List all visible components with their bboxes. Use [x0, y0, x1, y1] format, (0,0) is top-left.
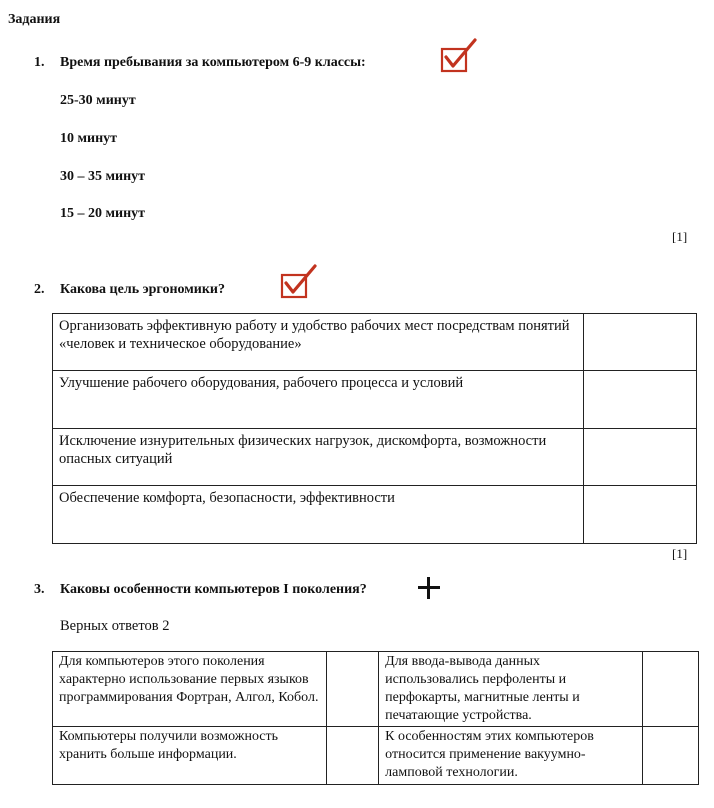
q3-option-4[interactable]: К особенностям этих компьютеров относится применение вакуумно-ламповой технологии. — [379, 727, 643, 785]
q3-answer-box-4[interactable] — [642, 727, 698, 785]
q2-text: Какова цель эргономики? — [60, 282, 225, 297]
q3-option-row — [53, 727, 699, 785]
q3-options-table — [52, 651, 699, 785]
checkmark-box-icon[interactable] — [438, 36, 478, 76]
q1-mark: [1] — [672, 229, 688, 244]
q2-answer-box-2[interactable] — [584, 371, 697, 429]
q3-option-2[interactable]: Для ввода-вывода данных использовались перфоленты и перфокарты, магнитные ленты и печатающие устройства. — [379, 652, 643, 727]
checkmark-box-icon[interactable] — [278, 262, 318, 302]
q2-option-row — [53, 371, 697, 429]
q2-options-table — [52, 313, 697, 544]
q2-option-1[interactable]: Организовать эффективную работу и удобство рабочих мест посредствам понятий «человек и техническое оборудование» — [53, 314, 584, 371]
q2-option-3[interactable]: Исключение изнурительных физических нагрузок, дискомфорта, возможности опасных ситуаций — [53, 429, 584, 486]
q2-option-row — [53, 486, 697, 544]
q3-option-1[interactable]: Для компьютеров этого поколения характерно использование первых языков программирования Фортран, Алгол, Кобол. — [53, 652, 327, 727]
q3-number: 3. — [34, 582, 45, 597]
q3-answer-box-2[interactable] — [642, 652, 698, 727]
q3-option-3[interactable]: Компьютеры получили возможность хранить больше информации. — [53, 727, 327, 785]
plus-icon — [418, 577, 440, 599]
q1-option-1[interactable]: 25-30 минут — [60, 93, 136, 108]
q1-text: Время пребывания за компьютером 6-9 классы: — [60, 55, 366, 70]
q3-answer-box-1[interactable] — [326, 652, 378, 727]
q2-answer-box-3[interactable] — [584, 429, 697, 486]
q1-number: 1. — [34, 55, 45, 70]
q2-option-row — [53, 314, 697, 371]
q3-note: Верных ответов 2 — [60, 618, 170, 634]
q3-text: Каковы особенности компьютеров I поколения? — [60, 582, 367, 597]
q2-option-4[interactable]: Обеспечение комфорта, безопасности, эффективности — [53, 486, 584, 544]
q2-option-row — [53, 429, 697, 486]
q1-option-3[interactable]: 30 – 35 минут — [60, 169, 146, 184]
q2-answer-box-1[interactable] — [584, 314, 697, 371]
q2-mark: [1] — [672, 546, 688, 561]
q1-option-4[interactable]: 15 – 20 минут — [60, 206, 146, 221]
q2-number: 2. — [34, 282, 45, 297]
q3-option-row — [53, 652, 699, 727]
q1-option-2[interactable]: 10 минут — [60, 131, 118, 146]
section-heading: Задания — [8, 12, 61, 27]
q3-answer-box-3[interactable] — [326, 727, 378, 785]
q2-option-2[interactable]: Улучшение рабочего оборудования, рабочего процесса и условий — [53, 371, 584, 429]
q2-answer-box-4[interactable] — [584, 486, 697, 544]
